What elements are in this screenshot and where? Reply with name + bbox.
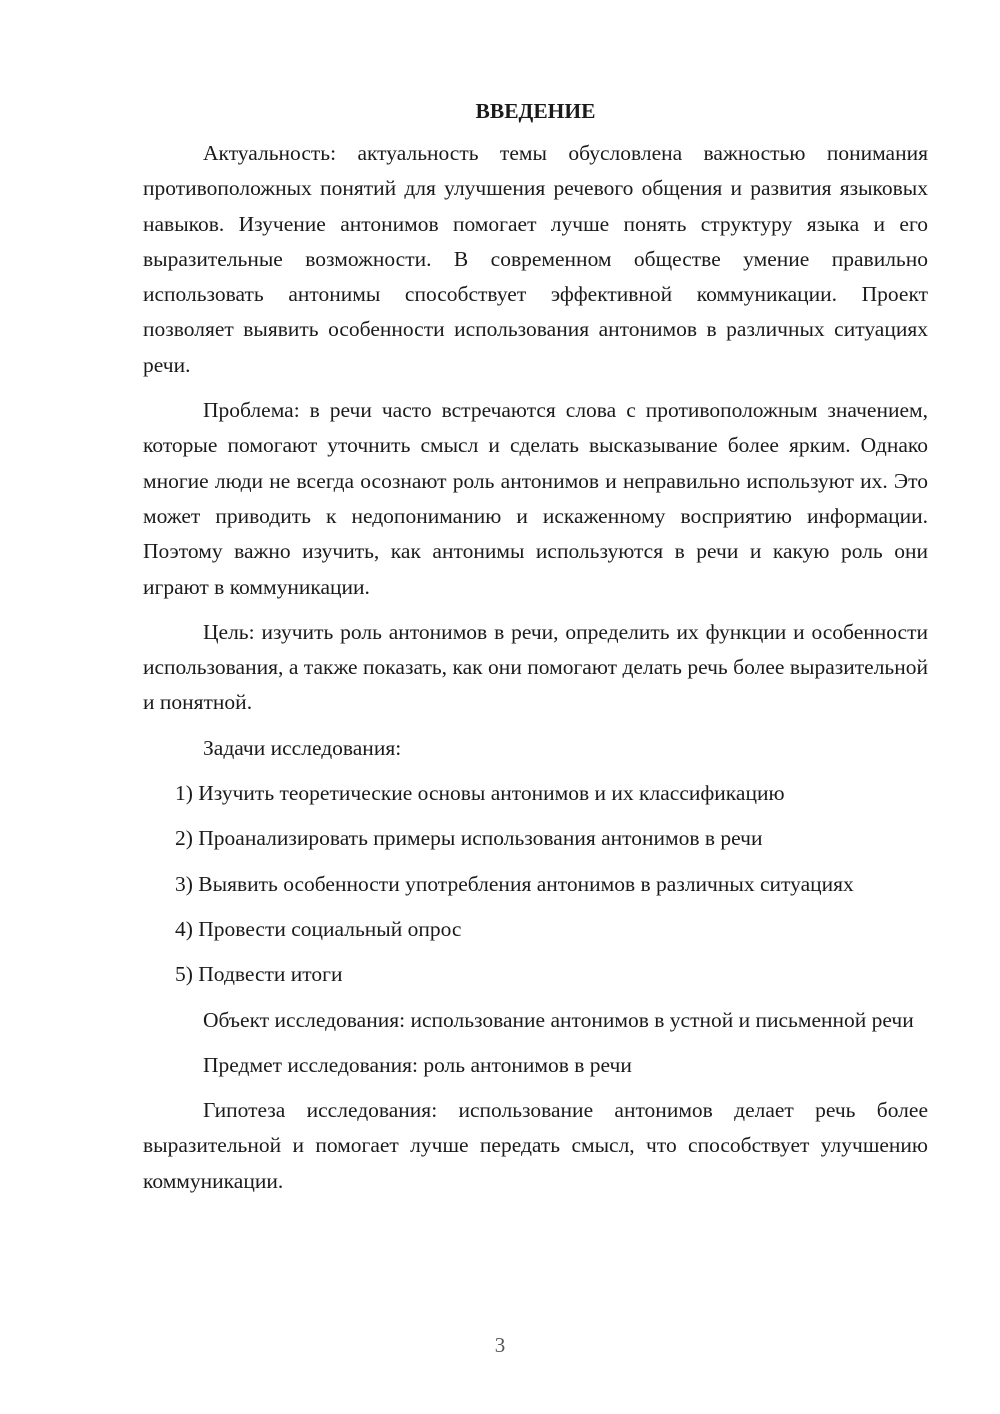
task-item: 4) Провести социальный опрос: [175, 916, 462, 941]
paragraph-relevance: Актуальность: актуальность темы обусловлена важностью понимания противоположных понятий для улучшения речевого общения и развития языковых навыков. Изучение антонимов помогает лучше понять структуру языка и его выразительные возможности. В современном обществе умение правильно использовать антонимы способствует эффективной коммуникации. Проект позволяет выявить особенности использования антонимов в различных ситуациях речи.: [143, 141, 928, 377]
task-item: 1) Изучить теоретические основы антонимов и их классификацию: [175, 781, 785, 806]
task-item: 3) Выявить особенности употребления антонимов в различных ситуациях: [175, 871, 854, 896]
document-page: [143, 96, 928, 1199]
page-title: ВВЕДЕНИЕ: [475, 99, 596, 123]
page-number: 3: [494, 1333, 506, 1357]
paragraph-problem: Проблема: в речи часто встречаются слова с противоположным значением, которые помогают уточнить смысл и сделать высказывание более ярким. Однако многие люди не всегда осознают роль антонимов и неправильно используют их. Это может приводить к недопониманию и искаженному восприятию информации. Поэтому важно изучить, как антонимы используются в речи и какую роль они играют в коммуникации.: [143, 398, 928, 599]
paragraph-object: Объект исследования: использование антонимов в устной и письменной речи: [203, 1007, 914, 1032]
paragraph-tasks-heading: Задачи исследования:: [203, 735, 402, 760]
task-item: 5) Подвести итоги: [175, 962, 343, 987]
paragraph-hypothesis: Гипотеза исследования: использование антонимов делает речь более выразительной и помогает лучше передать смысл, что способствует улучшению коммуникации.: [143, 1098, 928, 1193]
paragraph-subject: Предмет исследования: роль антонимов в речи: [203, 1052, 632, 1077]
task-item: 2) Проанализировать примеры использования антонимов в речи: [175, 826, 763, 851]
paragraph-goal: Цель: изучить роль антонимов в речи, определить их функции и особенности использования, а также показать, как они помогают делать речь более выразительной и понятной.: [143, 619, 928, 715]
